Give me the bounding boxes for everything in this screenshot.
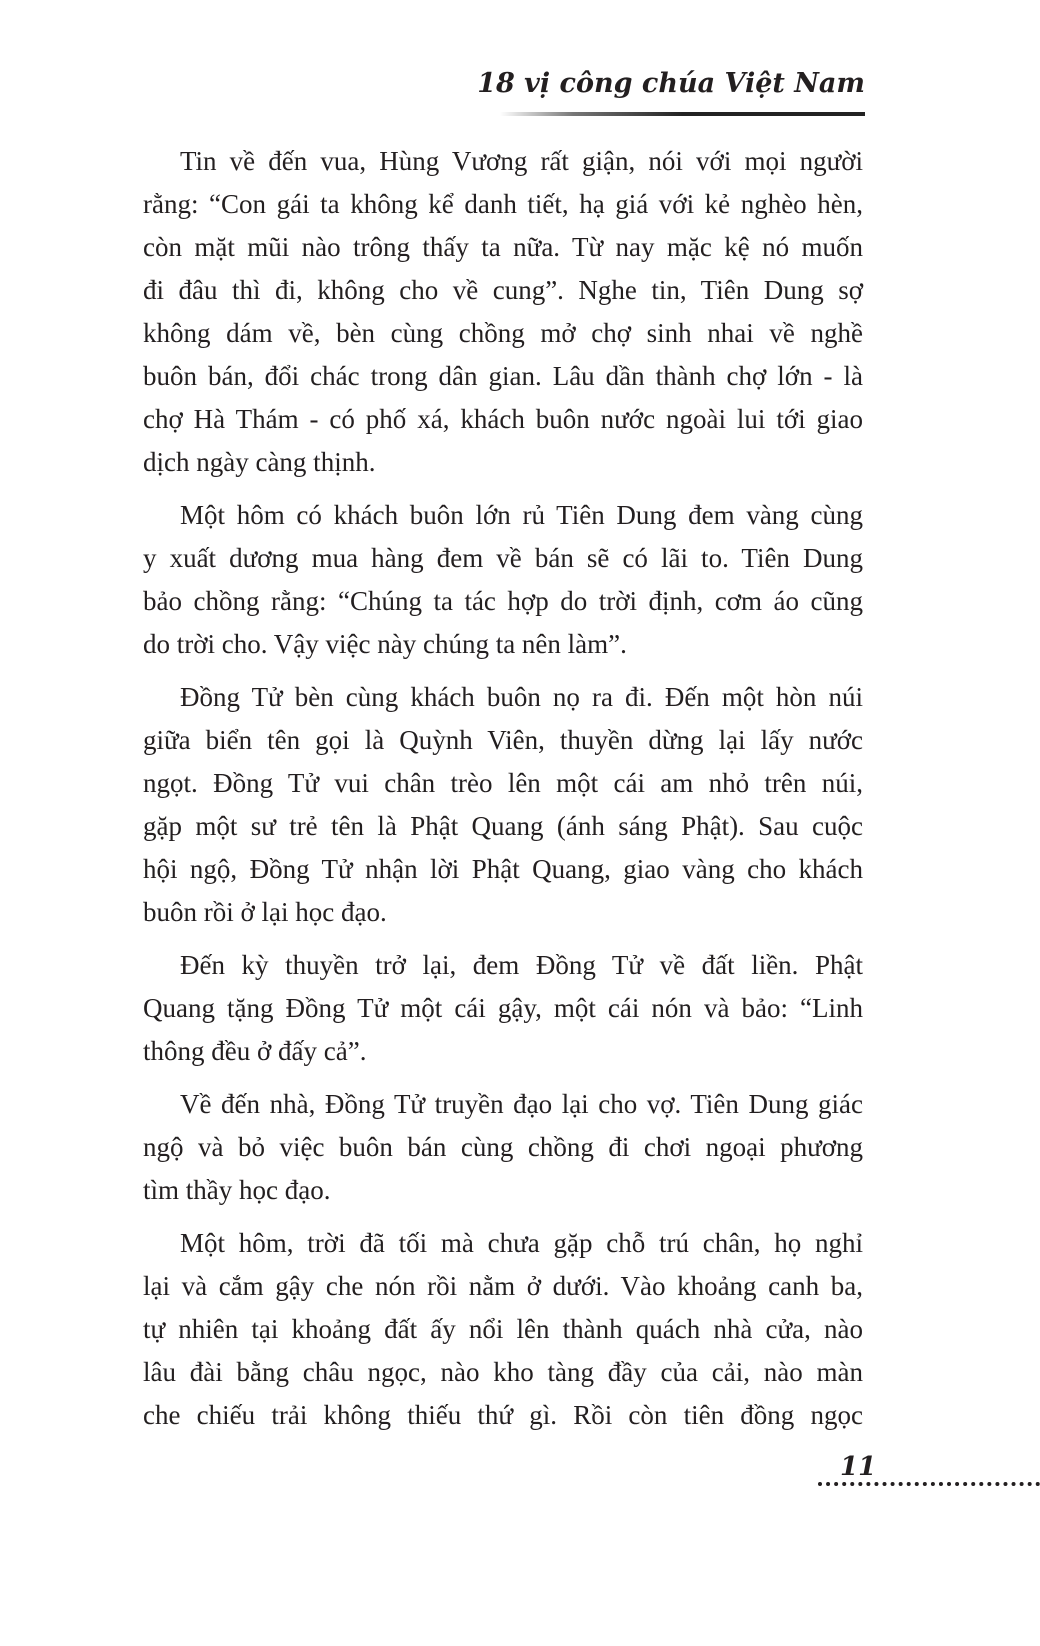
- page-number: 11: [840, 1452, 877, 1482]
- text-line: Một hôm có khách buôn lớn rủ Tiên Dung đem vàng cùng: [180, 500, 863, 530]
- paragraph: [143, 494, 863, 666]
- text-line: còn mặt mũi nào trông thấy ta nữa. Từ nay mặc kệ nó muốn: [143, 232, 863, 262]
- page-body: [143, 140, 863, 1447]
- text-line: đi đâu thì đi, không cho về cung”. Nghe tin, Tiên Dung sợ: [143, 275, 863, 305]
- text-line: Quang tặng Đồng Tử một cái gậy, một cái nón và bảo: “Linh: [143, 993, 863, 1023]
- text-line: ngộ và bỏ việc buôn bán cùng chồng đi chơi ngoại phương: [143, 1132, 863, 1162]
- text-line: dịch ngày càng thịnh.: [143, 447, 376, 477]
- page-footer: [818, 1452, 1040, 1492]
- text-line: không dám về, bèn cùng chồng mở chợ sinh nhai về nghề: [143, 318, 863, 348]
- book-title: 18 vị công chúa Việt Nam: [477, 68, 865, 99]
- text-line: Đồng Tử bèn cùng khách buôn nọ ra đi. Đến một hòn núi: [180, 682, 863, 712]
- text-line: Về đến nhà, Đồng Tử truyền đạo lại cho vợ. Tiên Dung giác: [180, 1089, 863, 1119]
- text-line: bảo chồng rằng: “Chúng ta tác hợp do trời định, cơm áo cũng: [143, 586, 863, 616]
- text-line: tự nhiên tại khoảng đất ấy nổi lên thành quách nhà cửa, nào: [143, 1314, 863, 1344]
- text-line: Một hôm, trời đã tối mà chưa gặp chỗ trú chân, họ nghỉ: [180, 1228, 863, 1258]
- text-line: lại và cắm gậy che nón rồi nằm ở dưới. Vào khoảng canh ba,: [143, 1271, 863, 1301]
- paragraph: [143, 1222, 863, 1437]
- paragraph: [143, 676, 863, 934]
- paragraph: [143, 140, 863, 484]
- text-line: buôn bán, đổi chác trong dân gian. Lâu dần thành chợ lớn - là: [143, 361, 863, 391]
- header-rule: [500, 112, 865, 116]
- text-line: tìm thầy học đạo.: [143, 1175, 331, 1205]
- text-line: chợ Hà Thám - có phố xá, khách buôn nước ngoài lui tới giao: [143, 404, 863, 434]
- text-line: thông đều ở đấy cả”.: [143, 1036, 367, 1066]
- text-line: y xuất dương mua hàng đem về bán sẽ có lãi to. Tiên Dung: [143, 543, 863, 573]
- text-line: gặp một sư trẻ tên là Phật Quang (ánh sáng Phật). Sau cuộc: [143, 811, 863, 841]
- text-line: giữa biển tên gọi là Quỳnh Viên, thuyền dừng lại lấy nước: [143, 725, 863, 755]
- text-line: do trời cho. Vậy việc này chúng ta nên làm”.: [143, 629, 627, 659]
- paragraph: [143, 1083, 863, 1212]
- running-header: [477, 66, 865, 116]
- text-line: che chiếu trải không thiếu thứ gì. Rồi còn tiên đồng ngọc: [143, 1400, 863, 1430]
- text-line: buôn rồi ở lại học đạo.: [143, 897, 387, 927]
- paragraph: [143, 944, 863, 1073]
- text-line: Tin về đến vua, Hùng Vương rất giận, nói với mọi người: [180, 146, 863, 176]
- text-line: ngọt. Đồng Tử vui chân trèo lên một cái am nhỏ trên núi,: [143, 768, 863, 798]
- text-line: Đến kỳ thuyền trở lại, đem Đồng Tử về đất liền. Phật: [180, 950, 863, 980]
- text-line: lâu đài bằng châu ngọc, nào kho tàng đầy của cải, nào màn: [143, 1357, 863, 1387]
- text-line: rằng: “Con gái ta không kể danh tiết, hạ giá với kẻ nghèo hèn,: [143, 189, 863, 219]
- dotted-rule: [818, 1482, 1040, 1486]
- text-line: hội ngộ, Đồng Tử nhận lời Phật Quang, giao vàng cho khách: [143, 854, 863, 884]
